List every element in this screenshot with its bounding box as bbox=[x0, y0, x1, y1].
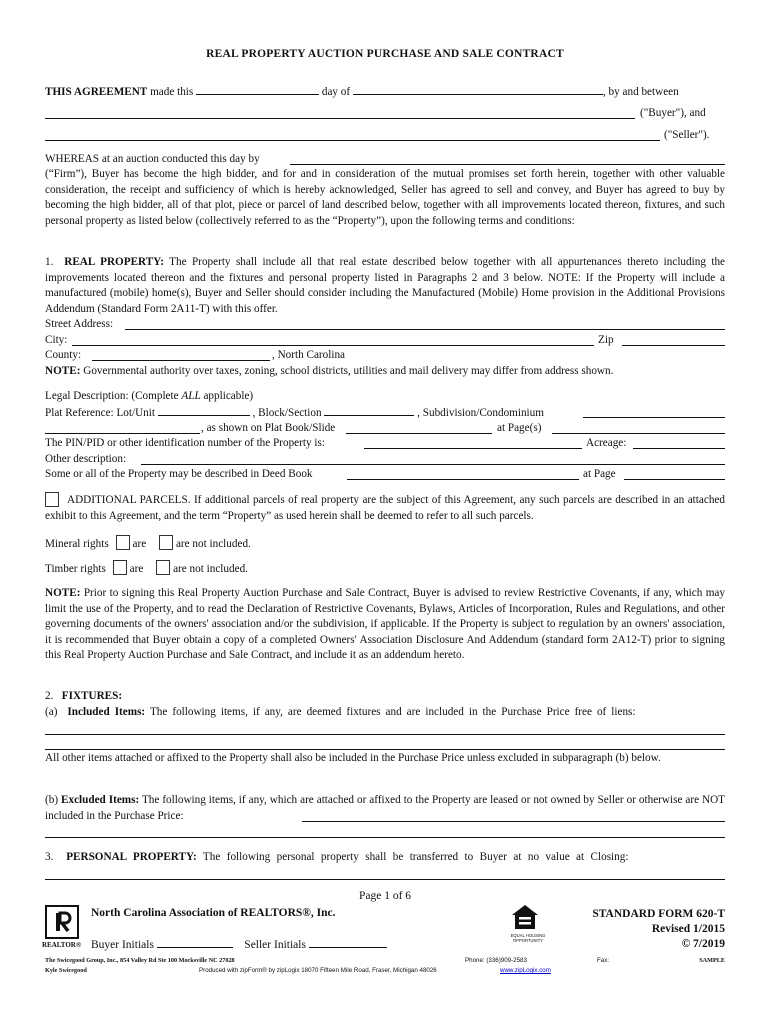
seller-initials-field[interactable] bbox=[309, 937, 387, 948]
initials-line bbox=[91, 937, 387, 951]
plat-book-field[interactable] bbox=[346, 432, 492, 434]
section-3-number: 3. bbox=[45, 851, 54, 863]
other-items-text: All other items attached or affixed to the Property shall also be included in the Purchase Price unless excluded in subparagraph (b) below. bbox=[45, 752, 661, 764]
deed-page-field[interactable] bbox=[624, 478, 725, 480]
section-1-heading: REAL PROPERTY: bbox=[64, 256, 164, 268]
form-info bbox=[592, 907, 725, 952]
section-2-heading: FIXTURES: bbox=[61, 690, 123, 702]
form-copyright: © 7/2019 bbox=[681, 938, 725, 950]
excluded-body: The following items, if any, which are attached or affixed to the Property are leased or not owned by Seller or otherwise are NOT included in the Purchase Price: bbox=[45, 794, 725, 822]
pin-label: The PIN/PID or other identification number of the Property is: bbox=[45, 437, 325, 449]
at-pages-label: at Page(s) bbox=[497, 422, 542, 434]
mineral-rights-line bbox=[45, 535, 725, 551]
plat-pages-field[interactable] bbox=[552, 432, 725, 434]
produced-by: Produced with zipForm® by zipLogix 18070 Fifteen Mile Road, Fraser, Michigan 48026 bbox=[199, 967, 437, 974]
additional-parcels-checkbox[interactable] bbox=[45, 492, 59, 507]
subdivision-label: , Subdivision/Condominium bbox=[417, 407, 544, 419]
deed-book-label: Some or all of the Property may be described in Deed Book bbox=[45, 468, 313, 480]
covenants-note bbox=[45, 586, 725, 664]
legal-b: applicable) bbox=[200, 390, 254, 402]
governmental-note bbox=[45, 364, 725, 378]
form-revised: Revised 1/2015 bbox=[651, 923, 725, 935]
zip-label: Zip bbox=[598, 334, 614, 346]
included-body: The following items, if any, are deemed fixtures and are included in the Purchase Price free of liens: bbox=[145, 706, 636, 718]
timber-rights-line bbox=[45, 560, 725, 576]
included-items-field-2[interactable] bbox=[45, 748, 725, 750]
buyer-label: ("Buyer"), and bbox=[640, 107, 706, 119]
note-label: NOTE: bbox=[45, 365, 81, 377]
street-label: Street Address: bbox=[45, 318, 114, 330]
section-2-number: 2. bbox=[45, 690, 54, 702]
day-of-label: day of bbox=[321, 86, 351, 98]
section-2-heading-line bbox=[45, 689, 725, 703]
block-section-field[interactable] bbox=[324, 405, 414, 416]
agent-name: Kyle Swicegood bbox=[45, 967, 87, 974]
timber-rights-label: Timber rights bbox=[45, 563, 106, 575]
excluded-label: (b) bbox=[45, 794, 59, 806]
legal-all: ALL bbox=[181, 390, 201, 402]
acreage-label: Acreage: bbox=[586, 437, 627, 449]
personal-property-field[interactable] bbox=[45, 878, 725, 880]
fax-info: Fax: bbox=[597, 957, 610, 964]
phone-info: Phone: (336)909-2583 bbox=[465, 957, 527, 964]
note-text: Governmental authority over taxes, zoning, school districts, utilities and mail delivery may differ from address shown. bbox=[80, 365, 614, 377]
whereas-lead: WHEREAS at an auction conducted this day by bbox=[45, 153, 260, 165]
zip-field[interactable] bbox=[622, 344, 725, 346]
deed-at-page-label: at Page bbox=[583, 468, 616, 480]
realtor-r-icon bbox=[45, 905, 79, 939]
section-1-text bbox=[45, 255, 725, 317]
mineral-are-not-label: are not included. bbox=[175, 538, 251, 550]
legal-a: Legal Description: (Complete bbox=[45, 390, 182, 402]
other-description-label: Other description: bbox=[45, 453, 127, 465]
association-name: North Carolina Association of REALTORS®, Inc. bbox=[91, 907, 336, 919]
note2-text: Prior to signing this Real Property Auction Purchase and Sale Contract, Buyer is advised to review Restrictive Covenants, if any, which may limit the use of the Property, and to read the Declaration of Restrictive Covenants, Bylaws, Articles of Incorporation, Rules and Regulations, and other governing documents of the owners' association and/or the subdivision, if applicable. If the Property is subject to regulation by an owners' association, it is recommended that Buyer obtain a copy of a completed Owners' Association Disclosure And Addendum (standard form 2A12-T) prior to signing this Real Property Auction Purchase and Sale Contract, and include it as an addendum hereto. bbox=[45, 587, 725, 661]
seller-name-field[interactable] bbox=[45, 139, 660, 141]
buyer-name-field[interactable] bbox=[45, 117, 635, 119]
page-number: Page 1 of 6 bbox=[358, 890, 412, 902]
included-items-field-1[interactable] bbox=[45, 733, 725, 735]
street-address-field[interactable] bbox=[125, 328, 725, 330]
realtor-logo bbox=[45, 905, 79, 939]
mineral-are-checkbox[interactable] bbox=[116, 535, 130, 550]
timber-are-label: are bbox=[129, 563, 144, 575]
as-shown-label: , as shown on Plat Book/Slide bbox=[201, 422, 336, 434]
firm-name-field[interactable] bbox=[290, 163, 725, 165]
note2-label: NOTE: bbox=[45, 587, 81, 599]
ziplogix-link[interactable]: www.zipLogix.com bbox=[500, 967, 551, 974]
section-3-body: The following personal property shall be transferred to Buyer at no value at Closing: bbox=[196, 851, 629, 863]
excluded-heading: Excluded Items: bbox=[61, 794, 140, 806]
timber-are-checkbox[interactable] bbox=[113, 560, 127, 575]
north-carolina-label: , North Carolina bbox=[272, 349, 346, 361]
mineral-rights-label: Mineral rights bbox=[45, 538, 109, 550]
city-label: City: bbox=[45, 334, 68, 346]
section-1-number: 1. bbox=[45, 256, 54, 268]
mineral-are-not-checkbox[interactable] bbox=[159, 535, 173, 550]
personal-property-line bbox=[45, 850, 725, 864]
mineral-are-label: are bbox=[132, 538, 147, 550]
equal-housing-text: EQUAL HOUSING OPPORTUNITY bbox=[510, 933, 546, 943]
lot-unit-field[interactable] bbox=[158, 405, 250, 416]
timber-are-not-checkbox[interactable] bbox=[156, 560, 170, 575]
included-label: (a) bbox=[45, 706, 58, 718]
deed-book-field[interactable] bbox=[347, 478, 579, 480]
other-description-field[interactable] bbox=[141, 463, 725, 465]
seller-label: ("Seller"). bbox=[664, 129, 710, 141]
form-number: STANDARD FORM 620-T bbox=[592, 908, 725, 920]
section-3-heading: PERSONAL PROPERTY: bbox=[66, 851, 197, 863]
subdivision-field[interactable] bbox=[583, 416, 725, 418]
additional-parcels-text bbox=[45, 492, 725, 524]
block-label: , Block/Section bbox=[252, 407, 322, 419]
included-heading: Included Items: bbox=[67, 706, 146, 718]
plat-label: Plat Reference: Lot/Unit bbox=[45, 407, 155, 419]
excluded-items-field-1[interactable] bbox=[302, 820, 725, 822]
made-this-label: made this bbox=[147, 86, 194, 98]
timber-are-not-label: are not included. bbox=[173, 563, 248, 575]
page-title: REAL PROPERTY AUCTION PURCHASE AND SALE CONTRACT bbox=[206, 48, 564, 60]
seller-initials-label: Seller Initials bbox=[244, 939, 306, 951]
county-label: County: bbox=[45, 349, 82, 361]
excluded-items-field-2[interactable] bbox=[45, 836, 725, 838]
realtor-logo-text: REALTOR® bbox=[42, 941, 82, 949]
legal-description-label bbox=[45, 389, 725, 403]
equal-housing-logo bbox=[511, 903, 539, 931]
sample-label: SAMPLE bbox=[699, 957, 725, 964]
equal-housing-icon bbox=[511, 903, 539, 931]
additional-parcels-label: ADDITIONAL PARCELS. If additional parcels of real property are the subject of this Agreement, any such parcels are described in an attached exhibit to this Agreement, and the term “Property” as used herein shall be deemed to refer to all such parcels. bbox=[45, 494, 725, 522]
acreage-field[interactable] bbox=[633, 447, 725, 449]
month-year-field[interactable] bbox=[353, 84, 603, 95]
subdivision-continued-field[interactable] bbox=[45, 432, 200, 434]
agreement-line bbox=[45, 84, 725, 99]
agreement-label: THIS AGREEMENT bbox=[45, 86, 148, 98]
by-and-between-label: , by and between bbox=[602, 86, 679, 98]
day-field[interactable] bbox=[196, 84, 319, 95]
buyer-initials-field[interactable] bbox=[157, 937, 233, 948]
county-field[interactable] bbox=[92, 359, 270, 361]
section-1-body: The Property shall include all that real estate described below together with all appurtenances thereto including the improvements located thereon and the fixtures and personal property listed in Paragraphs 2 and 3 below. NOTE: If the Property will include a manufactured (mobile) home(s), Buyer and Seller should consider including the Manufactured (Mobile) Home provision in the Additional Provisions Addendum (Standard Form 2A11-T) with this offer. bbox=[45, 256, 725, 315]
city-field[interactable] bbox=[72, 344, 594, 346]
company-info: The Swicegood Group, Inc., 854 Valley Rd Ste 100 Mocksville NC 27028 bbox=[45, 957, 235, 964]
buyer-initials-label: Buyer Initials bbox=[91, 939, 154, 951]
pin-field[interactable] bbox=[364, 447, 582, 449]
whereas-body: (“Firm”), Buyer has become the high bidder, and for and in consideration of the mutual promises set forth herein, together with other valuable consideration, the receipt and sufficiency of which is hereby acknowledged, Seller has agreed to sell and convey, and Buyer has agreed to buy by becoming the high bidder, all of that plot, piece or parcel of land described below, together with all improvements located thereon, fixtures, and such personal property as listed below (collectively referred to as the “Property”), upon the following terms and conditions: bbox=[45, 168, 725, 227]
included-items-line bbox=[45, 705, 725, 719]
